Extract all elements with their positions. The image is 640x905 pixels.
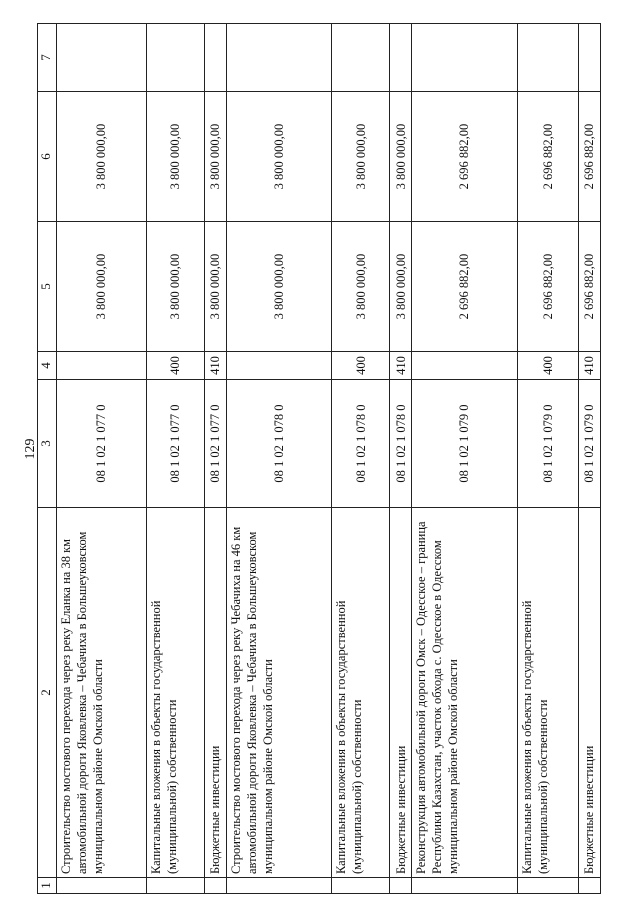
header-row	[38, 24, 57, 894]
table-row	[226, 24, 331, 894]
cell-col7	[578, 24, 600, 92]
cell-col1	[204, 878, 226, 894]
cell-amount-6: 3 800 000,00	[56, 92, 146, 222]
cell-amount-6: 3 800 000,00	[146, 92, 204, 222]
cell-amount-5: 3 800 000,00	[226, 222, 331, 352]
cell-amount-6: 3 800 000,00	[390, 92, 412, 222]
cell-expense-type: 400	[146, 352, 204, 380]
header-col-7: 7	[38, 24, 57, 92]
cell-target-code: 08 1 02 1 079 0	[412, 380, 517, 508]
cell-amount-5: 3 800 000,00	[56, 222, 146, 352]
header-col-6: 6	[38, 92, 57, 222]
header-col-5: 5	[38, 222, 57, 352]
cell-target-code: 08 1 02 1 078 0	[390, 380, 412, 508]
cell-description: Бюджетные инвестиции	[204, 508, 226, 878]
cell-description: Строительство мостового перехода через реку Еланка на 38 км автомобильной дороги Яковлевка – Чебачиха в Большеуковском муниципальном районе Омской области	[56, 508, 146, 878]
cell-amount-6: 2 696 882,00	[578, 92, 600, 222]
cell-col7	[146, 24, 204, 92]
cell-expense-type	[56, 352, 146, 380]
cell-col7	[412, 24, 517, 92]
cell-expense-type	[412, 352, 517, 380]
cell-amount-6: 3 800 000,00	[226, 92, 331, 222]
cell-col1	[146, 878, 204, 894]
cell-expense-type: 410	[578, 352, 600, 380]
header-col-2: 2	[38, 508, 57, 878]
header-col-4: 4	[38, 352, 57, 380]
table-row	[578, 24, 600, 894]
cell-amount-6: 2 696 882,00	[412, 92, 517, 222]
cell-target-code: 08 1 02 1 077 0	[146, 380, 204, 508]
cell-expense-type: 410	[390, 352, 412, 380]
cell-col1	[226, 878, 331, 894]
cell-target-code: 08 1 02 1 077 0	[56, 380, 146, 508]
cell-amount-5: 2 696 882,00	[412, 222, 517, 352]
cell-description: Реконструкция автомобильной дороги Омск – Одесское – граница Республики Казахстан, участок обхода с. Одесское в Одесском муниципальном районе Омской области	[412, 508, 517, 878]
cell-col7	[517, 24, 578, 92]
budget-table	[37, 23, 601, 894]
cell-col7	[56, 24, 146, 92]
header-col-3: 3	[38, 380, 57, 508]
cell-col1	[332, 878, 390, 894]
table-row	[332, 24, 390, 894]
cell-col1	[412, 878, 517, 894]
cell-target-code: 08 1 02 1 077 0	[204, 380, 226, 508]
cell-description: Капитальные вложения в объекты государственной (муниципальной) собственности	[146, 508, 204, 878]
cell-description: Капитальные вложения в объекты государственной (муниципальной) собственности	[517, 508, 578, 878]
budget-table-frame	[37, 24, 601, 894]
table-row	[56, 24, 146, 894]
cell-expense-type	[226, 352, 331, 380]
cell-expense-type: 400	[332, 352, 390, 380]
cell-amount-6: 3 800 000,00	[204, 92, 226, 222]
cell-amount-5: 2 696 882,00	[578, 222, 600, 352]
cell-amount-5: 2 696 882,00	[517, 222, 578, 352]
cell-description: Капитальные вложения в объекты государственной (муниципальной) собственности	[332, 508, 390, 878]
cell-expense-type: 410	[204, 352, 226, 380]
cell-col7	[390, 24, 412, 92]
table-row	[390, 24, 412, 894]
cell-col7	[332, 24, 390, 92]
page-number: 129	[23, 438, 38, 460]
cell-amount-5: 3 800 000,00	[146, 222, 204, 352]
cell-amount-6: 3 800 000,00	[332, 92, 390, 222]
cell-col1	[578, 878, 600, 894]
cell-amount-5: 3 800 000,00	[332, 222, 390, 352]
cell-expense-type: 400	[517, 352, 578, 380]
cell-amount-6: 2 696 882,00	[517, 92, 578, 222]
cell-col7	[204, 24, 226, 92]
cell-target-code: 08 1 02 1 078 0	[226, 380, 331, 508]
cell-target-code: 08 1 02 1 079 0	[578, 380, 600, 508]
cell-description: Бюджетные инвестиции	[578, 508, 600, 878]
table-row	[146, 24, 204, 894]
cell-amount-5: 3 800 000,00	[390, 222, 412, 352]
header-col-1: 1	[38, 878, 57, 894]
cell-col7	[226, 24, 331, 92]
cell-target-code: 08 1 02 1 079 0	[517, 380, 578, 508]
cell-amount-5: 3 800 000,00	[204, 222, 226, 352]
cell-description: Строительство мостового перехода через реку Чебачиха на 46 км автомобильной дороги Яковлевка – Чебачиха в Большеуковском муниципальном районе Омской области	[226, 508, 331, 878]
cell-col1	[56, 878, 146, 894]
table-row	[517, 24, 578, 894]
cell-description: Бюджетные инвестиции	[390, 508, 412, 878]
cell-col1	[517, 878, 578, 894]
table-row	[204, 24, 226, 894]
cell-target-code: 08 1 02 1 078 0	[332, 380, 390, 508]
cell-col1	[390, 878, 412, 894]
table-row	[412, 24, 517, 894]
